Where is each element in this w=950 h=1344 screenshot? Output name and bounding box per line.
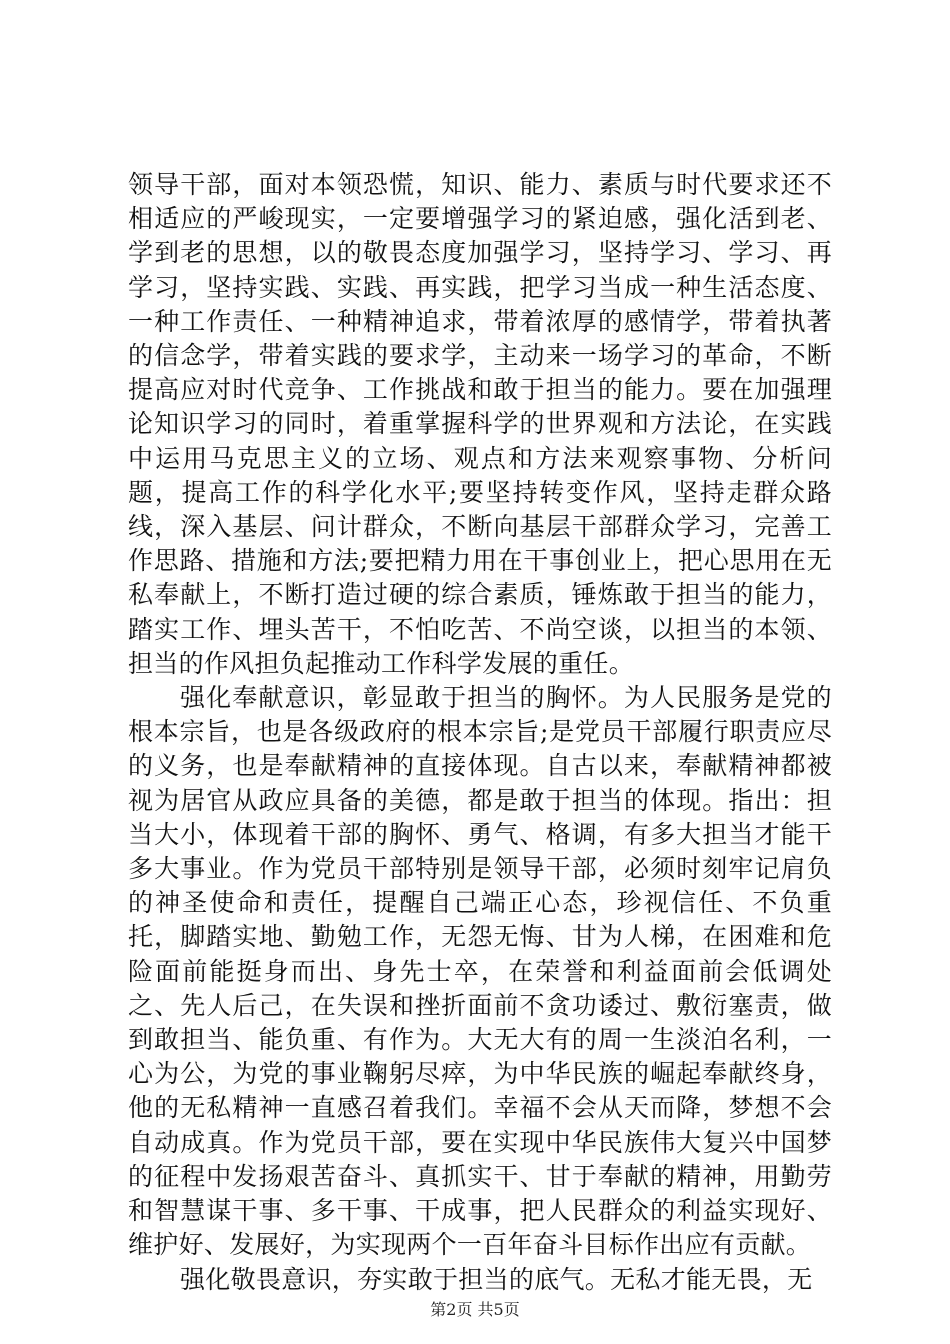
page-footer: 第2页 共5页 (430, 1300, 520, 1319)
paragraph-1: 领导干部，面对本领恐慌，知识、能力、素质与时代要求还不相适应的严峻现实，一定要增强学习的紧迫感，强化活到老、学到老的思想，以的敬畏态度加强学习，坚持学习、学习、再学习，坚持实践、实践、再实践，把学习当成一种生活态度、一种工作责任、一种精神追求，带着浓厚的感情学，带着执著的信念学，带着实践的要求学，主动来一场学习的革命，不断提高应对时代竞争、工作挑战和敢于担当的能力。要在加强理论知识学习的同时，着重掌握科学的世界观和方法论，在实践中运用马克思主义的立场、观点和方法来观察事物、分析问题，提高工作的科学化水平;要坚持转变作风，坚持走群众路线，深入基层、问计群众，不断向基层干部群众学习，完善工作思路、措施和方法;要把精力用在干事创业上，把心思用在无私奉献上，不断打造过硬的综合素质，锤炼敢于担当的能力，踏实工作、埋头苦干，不怕吃苦、不尚空谈，以担当的本领、担当的作风担负起推动工作科学发展的重任。 (128, 170, 832, 678)
paragraph-2: 强化奉献意识，彰显敢于担当的胸怀。为人民服务是党的根本宗旨，也是各级政府的根本宗旨;是党员干部履行职责应尽的义务，也是奉献精神的直接体现。自古以来，奉献精神都被视为居官从政应具备的美德，都是敢于担当的体现。指出：担当大小，体现着干部的胸怀、勇气、格调，有多大担当才能干多大事业。作为党员干部特别是领导干部，必须时刻牢记肩负的神圣使命和责任，提醒自己端正心态，珍视信任、不负重托，脚踏实地、勤勉工作，无怨无悔、甘为人梯，在困难和危险面前能挺身而出、身先士卒，在荣誉和利益面前会低调处之、先人后己，在失误和挫折面前不贪功诿过、敷衍塞责，做到敢担当、能负重、有作为。大无大有的周一生淡泊名利，一心为公，为党的事业鞠躬尽瘁，为中华民族的崛起奉献终身，他的无私精神一直感召着我们。幸福不会从天而降，梦想不会自动成真。作为党员干部，要在实现中华民族伟大复兴中国梦的征程中发扬艰苦奋斗、真抓实干、甘于奉献的精神，用勤劳和智慧谋干事、多干事、干成事，把人民群众的利益实现好、维护好、发展好，为实现两个一百年奋斗目标作出应有贡献。 (128, 683, 832, 1260)
document-body (128, 168, 832, 1297)
paragraph-3: 强化敬畏意识，夯实敢于担当的底气。无私才能无畏，无 (180, 1264, 813, 1294)
